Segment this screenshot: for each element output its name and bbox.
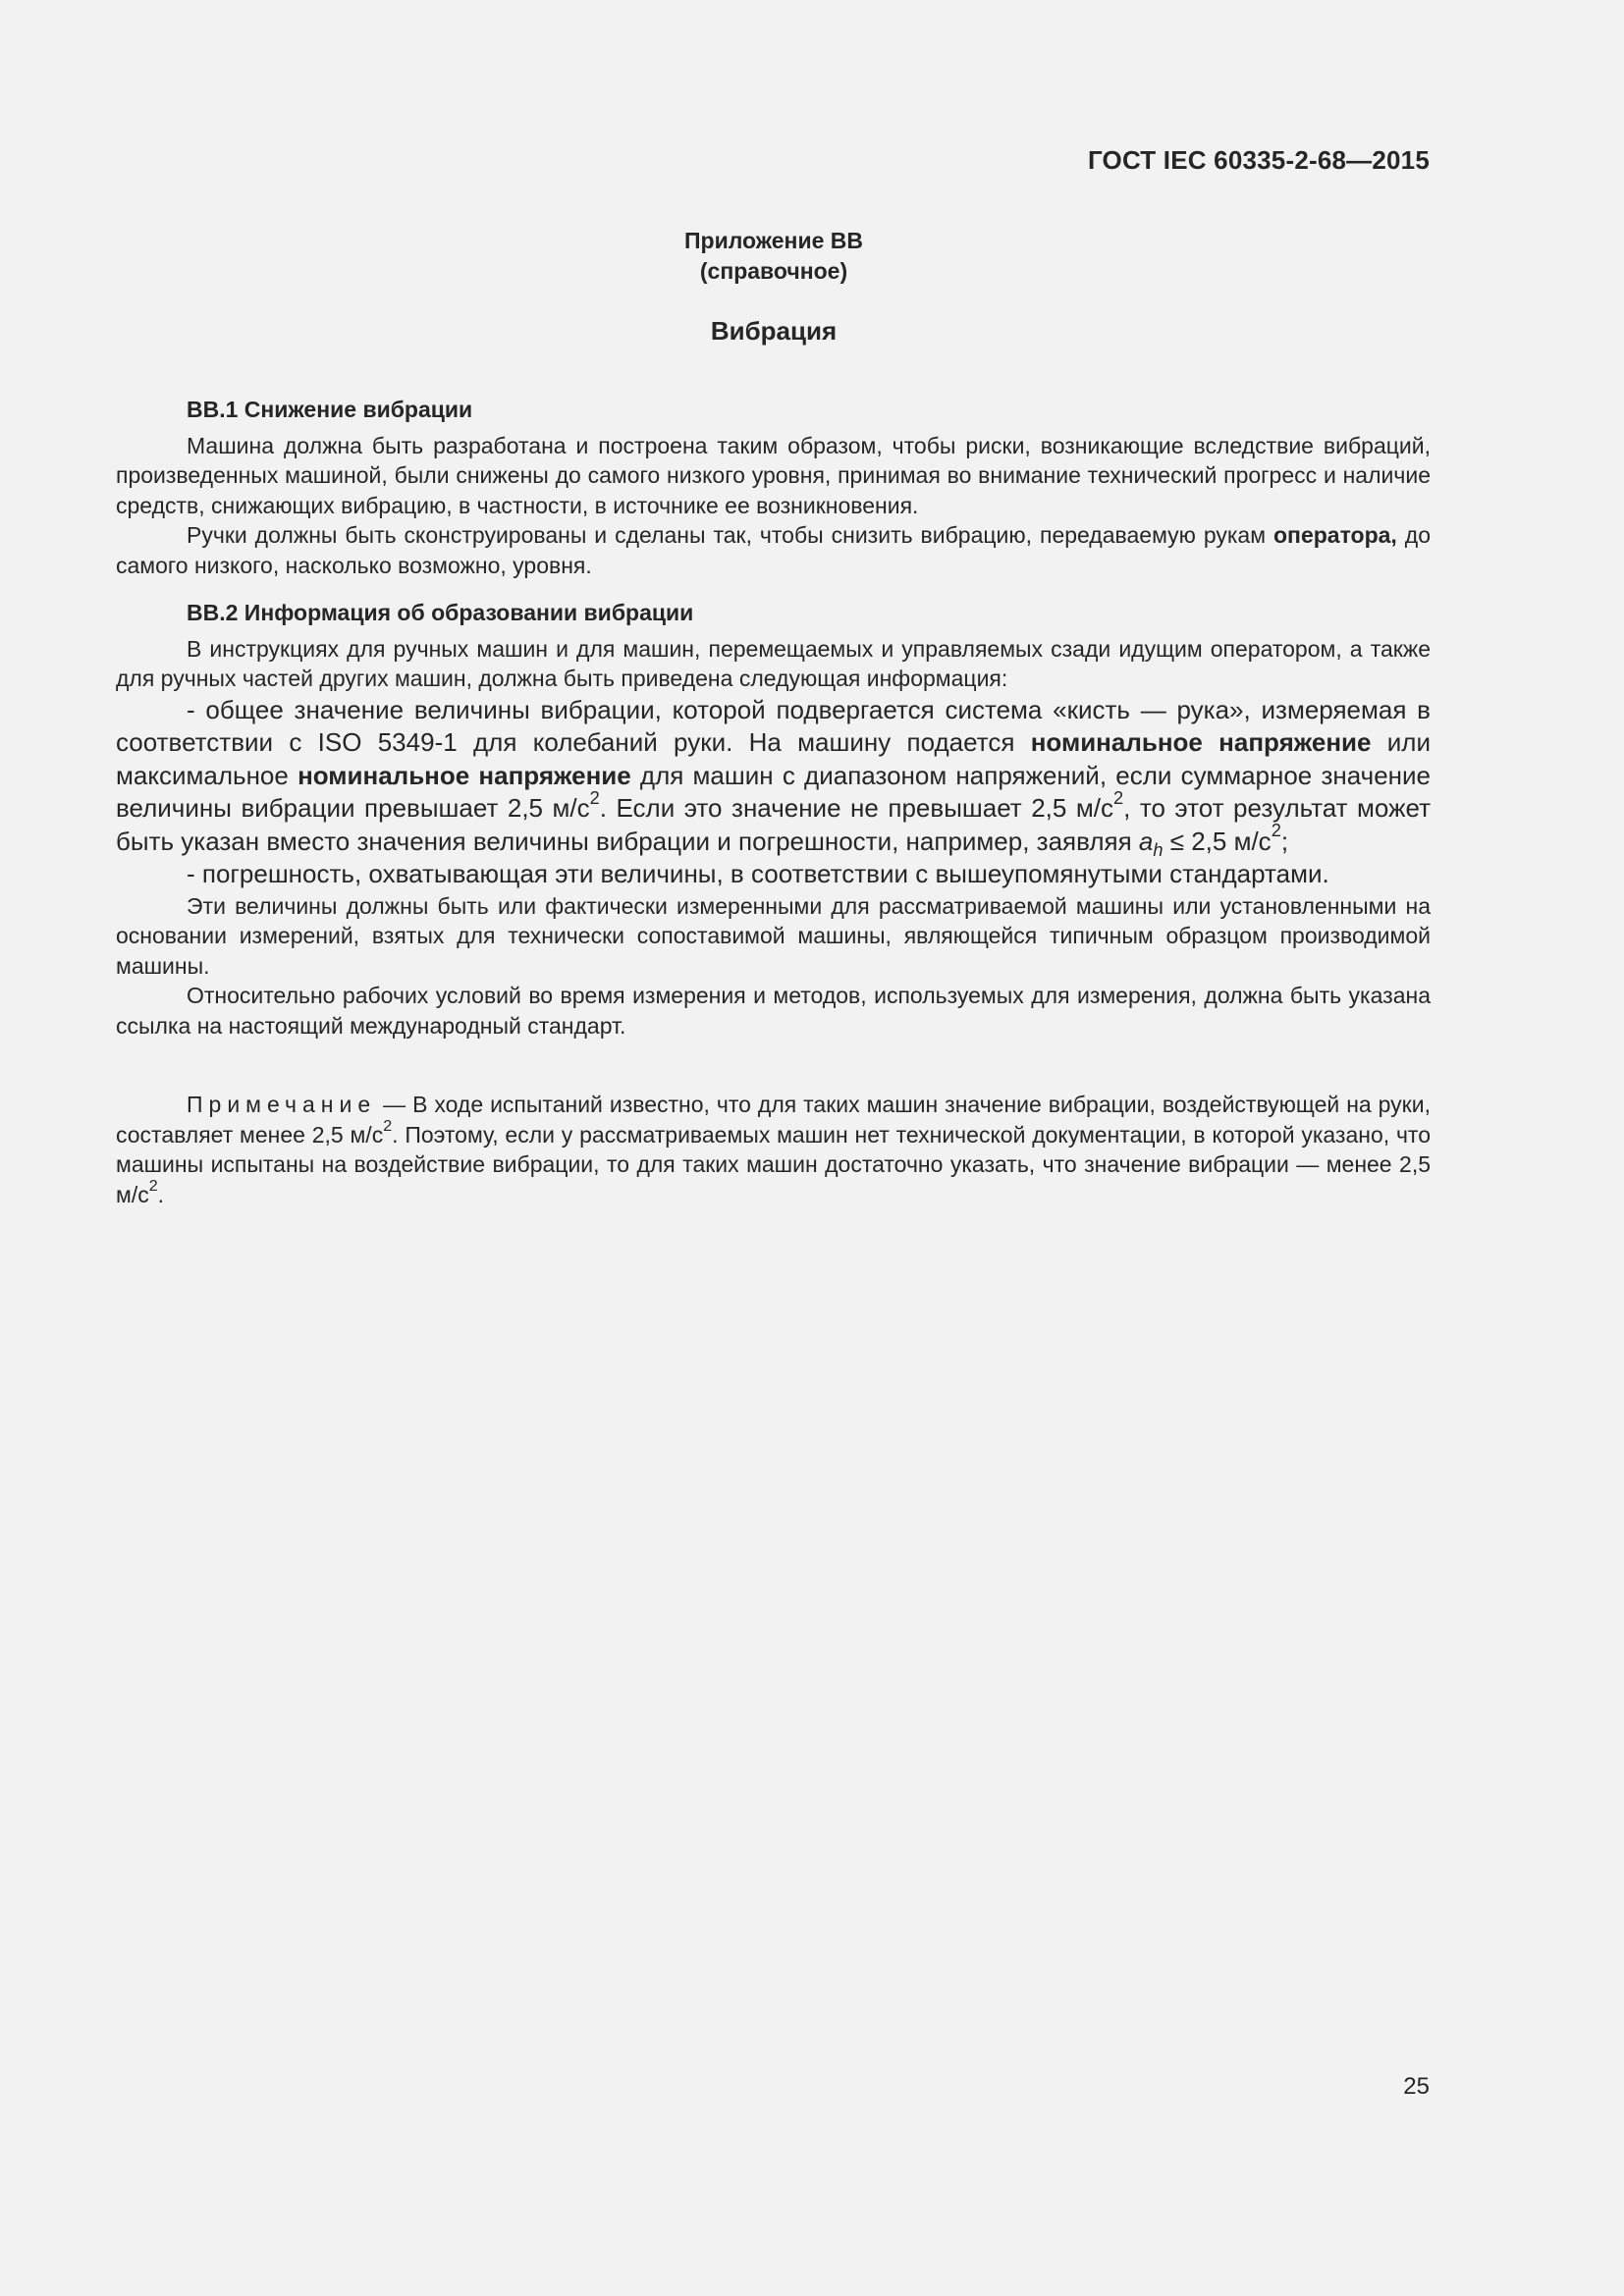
symbol-a: a bbox=[1138, 826, 1154, 856]
section-bb1-heading: ВВ.1 Снижение вибрации bbox=[187, 397, 473, 422]
section-bb2 bbox=[116, 598, 1431, 1041]
item1-text-f: ≤ 2,5 м/с bbox=[1163, 826, 1272, 856]
bb1-p2-text-end: до самого низкого, насколько возможно, уровня. bbox=[116, 522, 1431, 578]
note-text-a: — В ходе испытаний известно, что для таких машин значение вибрации, воздействующей на руки, составляет менее 2,5 м/с bbox=[116, 1092, 1431, 1148]
bb1-p2-term-operator: оператора, bbox=[1273, 522, 1397, 548]
page-number: 25 bbox=[1403, 2073, 1430, 2100]
note-paragraph bbox=[116, 1090, 1431, 1209]
note-block bbox=[116, 1090, 1431, 1209]
bb2-paragraph-values: Эти величины должны быть или фактически измеренными для рассматриваемой машины или установленными на основании измерений, взятых для технически сопоставимой машины, являющейся типичным образцом производимой машины. bbox=[116, 892, 1431, 979]
superscript-2: 2 bbox=[589, 787, 600, 808]
item1-text-c: для машин с диапазоном напряжений, если суммарное значение величины вибрации превышает 2,5 м/с bbox=[116, 760, 1431, 823]
item1-text-g: ; bbox=[1280, 826, 1289, 856]
annex-name: Приложение ВВ bbox=[683, 228, 863, 253]
note-text-c: . bbox=[157, 1181, 165, 1207]
bb1-p2-text: Ручки должны быть сконструированы и сделаны так, чтобы снизить вибрацию, передаваемую рукам bbox=[187, 522, 1273, 548]
annex-title: Вибрация bbox=[710, 316, 838, 346]
item1-text-a: - общее значение величины вибрации, которой подвергается система «кисть — рука», измеряемая в соответствии с ISO 5349-1 для колебаний руки. На машину подается bbox=[116, 694, 1431, 757]
bb2-list-item-2: - погрешность, охватывающая эти величины, в соответствии с вышеупомянутыми стандартами. bbox=[187, 859, 1329, 888]
item1-text-d: . Если это значение не превышает 2,5 м/с bbox=[599, 793, 1113, 823]
term-rated-voltage-2: номинальное напряжение bbox=[298, 760, 631, 790]
note-text-b: . Поэтому, если у рассматриваемых машин нет технической документации, в которой указано, что машины испытаны на воздействие вибрации, то для таких машин достаточно указать, что значение вибрации — менее 2,5 м/с bbox=[116, 1121, 1431, 1207]
bb2-list-item-1 bbox=[116, 694, 1431, 859]
term-rated-voltage-1: номинальное напряжение bbox=[1030, 727, 1372, 757]
section-bb1 bbox=[116, 395, 1431, 580]
note-label: Примечание bbox=[187, 1092, 377, 1117]
superscript-2: 2 bbox=[148, 1176, 158, 1195]
bb2-paragraph-conditions: Относительно рабочих условий во время измерения и методов, используемых для измерения, должна быть указана ссылка на настоящий международный стандарт. bbox=[116, 983, 1431, 1039]
superscript-2: 2 bbox=[383, 1116, 393, 1135]
subscript-h: h bbox=[1153, 839, 1164, 860]
bb1-paragraph-1: Машина должна быть разработана и построена таким образом, чтобы риски, возникающие вследствие вибраций, произведенных машиной, были снижены до самого низкого уровня, принимая во внимание технический прогресс и наличие средств, снижающих вибрацию, в частности, в источнике ее возникновения. bbox=[116, 432, 1431, 518]
item1-text-b: или максимальное bbox=[116, 727, 1431, 790]
section-bb2-heading: ВВ.2 Информация об образовании вибрации bbox=[187, 600, 694, 625]
annex-kind: (справочное) bbox=[699, 258, 848, 284]
document-id-header: ГОСТ IEC 60335-2-68—2015 bbox=[1087, 145, 1430, 175]
annex-heading bbox=[0, 226, 1547, 287]
superscript-2: 2 bbox=[1271, 821, 1281, 841]
item1-text-e: , то этот результат может быть указан вместо значения величины вибрации и погрешности, например, заявляя bbox=[116, 793, 1431, 856]
bb2-intro: В инструкциях для ручных машин и для машин, перемещаемых и управляемых сзади идущим оператором, а также для ручных частей других машин, должна быть приведена следующая информация: bbox=[116, 635, 1431, 691]
superscript-2: 2 bbox=[1112, 787, 1124, 808]
bb1-paragraph-2 bbox=[116, 520, 1431, 580]
